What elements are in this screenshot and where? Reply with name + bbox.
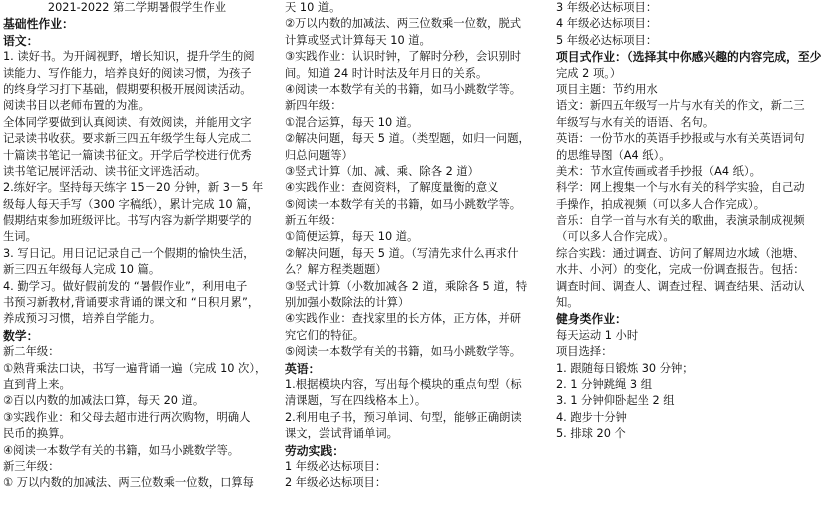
- text-line: 读能力、写作能力，培养良好的阅读习惯，为孩子: [3, 66, 252, 80]
- text-line: 1 年级必达标项目：: [285, 459, 387, 473]
- text-line: ④阅读一本数学有关的书籍，如马小跳数学等。: [285, 82, 522, 96]
- text-line: 书预习新教材,背诵要求背诵的课文和 “日积月累”，: [3, 296, 260, 310]
- text-line: 4. 跑步十分钟: [556, 410, 627, 424]
- text-line: 养成预习习惯，培养自学能力。: [3, 312, 162, 326]
- text-line: 音乐：自学一首与水有关的歌曲，表演录制成视频: [556, 214, 805, 228]
- text-line: 民币的换算。: [3, 427, 71, 441]
- text-line: （可以多人合作完成）。: [556, 230, 675, 244]
- section-heading: 英语：: [285, 361, 321, 376]
- text-line: 十篇读书笔记一篇读书征文。开学后学校进行优秀: [3, 148, 252, 162]
- text-line: 5. 排球 20 个: [556, 427, 626, 441]
- text-line: 2 年级必达标项目：: [285, 476, 387, 490]
- text-line: 么？解方程类题题）: [285, 263, 387, 277]
- text-line: 的终身学习打下基础，假期要积极开展阅读活动。: [3, 82, 252, 96]
- text-line: 调查时间、调查人、调查过程、调查结果、活动认: [556, 279, 805, 293]
- text-line: 直到背上来。: [3, 377, 71, 391]
- text-line: 每天运动 1 小时: [556, 328, 639, 342]
- text-line: ④阅读一本数学有关的书籍，如马小跳数学等。: [3, 443, 240, 457]
- text-line: 清课题，写在四线格本上）。: [285, 394, 427, 408]
- text-line: 课文，尝试背诵单词。: [285, 427, 398, 441]
- text-line: ②百以内数的加减法口算，每天 20 道。: [3, 394, 205, 408]
- column-right: [556, 0, 828, 443]
- section-heading: 基础性作业：: [3, 17, 74, 32]
- text-line: 3. 1 分钟仰卧起坐 2 组: [556, 394, 675, 408]
- text-line: ⑤阅读一本数学有关的书籍，如马小跳数学等。: [285, 197, 522, 211]
- text-line: ②解决问题，每天 5 道。（类型题，如归一问题，: [285, 132, 530, 146]
- text-line: 新三四五年级每人完成 10 篇。: [3, 263, 161, 277]
- text-line: 新五年级：: [285, 214, 342, 228]
- text-line: 计算或竖式计算每天 10 道。: [285, 33, 431, 47]
- text-line: 完成 2 项。）: [556, 66, 622, 80]
- text-line: 新二年级：: [3, 345, 60, 359]
- text-line: ③实践作业：和父母去超市进行两次购物，明确人: [3, 410, 251, 424]
- text-line: 2.练好字。坚持每天练字 15－20 分钟，新 3－5 年: [3, 181, 264, 195]
- text-line: 究它们的特征。: [285, 328, 365, 342]
- text-line: ①简便运算，每天 10 道。: [285, 230, 419, 244]
- text-line: 生词。: [3, 230, 37, 244]
- text-line: ②万以内数的加减法、两三位数乘一位数，脱式: [285, 17, 522, 31]
- text-line: ③实践作业：认识时钟，了解时分秒，会识别时: [285, 50, 522, 64]
- text-line: 科学：网上搜集一个与水有关的科学实验，自己动: [556, 181, 805, 195]
- text-line: 新四年级：: [285, 99, 342, 113]
- section-heading: 语文：: [3, 33, 39, 48]
- text-line: 全体同学要做到认真阅读、有效阅读，并能用文字: [3, 115, 252, 129]
- text-line: 阅读书目以老师布置的为准。: [3, 99, 150, 113]
- text-line: 语文：新四五年级写一片与水有关的作文，新二三: [556, 99, 805, 113]
- text-line: ④实践作业：查阅资料，了解度量衡的意义: [285, 181, 499, 195]
- text-line: 天 10 道。: [285, 1, 341, 14]
- text-line: 手操作，拍成视频（可以多人合作完成）。: [556, 197, 765, 211]
- text-line: ①混合运算，每天 10 道。: [285, 115, 419, 129]
- text-line: 归总问题等）: [285, 148, 353, 162]
- text-line: 级每人每天手写（300 字稿纸），累计完成 10 篇，: [3, 197, 259, 211]
- text-line: 年级写与水有关的语语、名句。: [556, 115, 715, 129]
- text-line: 间。知道 24 时计时法及年月日的关系。: [285, 66, 488, 80]
- text-line: 水井、小河）的变化，完成一份调查报告。包括：: [556, 263, 805, 277]
- text-line: ④实践作业：查找家里的长方体，正方体，并研: [285, 312, 522, 326]
- section-heading: 劳动实践：: [285, 443, 344, 458]
- section-heading: 健身类作业：: [556, 312, 627, 327]
- section-heading: 项目式作业：（选择其中你感兴趣的内容完成，至少: [556, 50, 822, 65]
- text-line: 2. 1 分钟跳绳 3 组: [556, 377, 653, 391]
- text-line: 4. 勤学习。做好假前发的 “暑假作业”，利用电子: [3, 279, 248, 293]
- text-line: 3 年级必达标项目：: [556, 1, 658, 14]
- text-line: ⑤阅读一本数学有关的书籍，如马小跳数学等。: [285, 345, 522, 359]
- text-line: 的思维导图（A4 纸）。: [556, 148, 671, 162]
- text-line: 别加强小数除法的计算）: [285, 296, 410, 310]
- text-line: 1.根据模块内容，写出每个模块的重点句型（标: [285, 377, 522, 391]
- text-line: 知。: [556, 296, 579, 310]
- text-line: 项目选择：: [556, 345, 613, 359]
- text-line: 1. 读好书。为开阔视野，增长知识，提升学生的阅: [3, 50, 255, 64]
- text-line: 4 年级必达标项目：: [556, 17, 658, 31]
- text-line: 读书笔记展评活动、读书征文评选活动。: [3, 164, 207, 178]
- text-line: ③竖式计算（加、减、乘、除各 2 道）: [285, 164, 479, 178]
- text-line: 综合实践：通过调查、访问了解周边水域（池塘、: [556, 246, 805, 260]
- text-line: 3. 写日记。用日记记录自己一个假期的愉快生活，: [3, 246, 255, 260]
- text-line: 2.利用电子书，预习单词、句型，能够正确朗读: [285, 410, 522, 424]
- text-line: ②解决问题，每天 5 道。（写清先求什么再求什: [285, 246, 519, 260]
- section-heading: 数学：: [3, 328, 39, 343]
- text-line: 5 年级必达标项目：: [556, 33, 658, 47]
- column-middle: [285, 0, 553, 492]
- text-line: 项目主题：节约用水: [556, 82, 658, 96]
- text-line: 新三年级：: [3, 459, 60, 473]
- text-line: 1. 跟随每日锻炼 30 分钟；: [556, 361, 694, 375]
- column-left: [3, 0, 271, 492]
- text-line: ①熟背乘法口诀，书写一遍背诵一遍（完成 10 次），: [3, 361, 267, 375]
- text-line: 记录读书收获。要求新三四五年级学生每人完成二: [3, 132, 252, 146]
- text-line: ① 万以内数的加减法、两三位数乘一位数，口算每: [3, 476, 254, 490]
- text-line: 假期结束参加班级评比。书写内容为新学期要学的: [3, 214, 252, 228]
- text-line: 英语：一份节水的英语手抄报或与水有关英语词句: [556, 132, 805, 146]
- text-line: ③竖式计算（小数加减各 2 道，乘除各 5 道，特: [285, 279, 528, 293]
- document-title: 2021-2022 第二学期暑假学生作业: [47, 1, 227, 14]
- text-line: 美术：节水宣传画或者手抄报（A4 纸）。: [556, 164, 761, 178]
